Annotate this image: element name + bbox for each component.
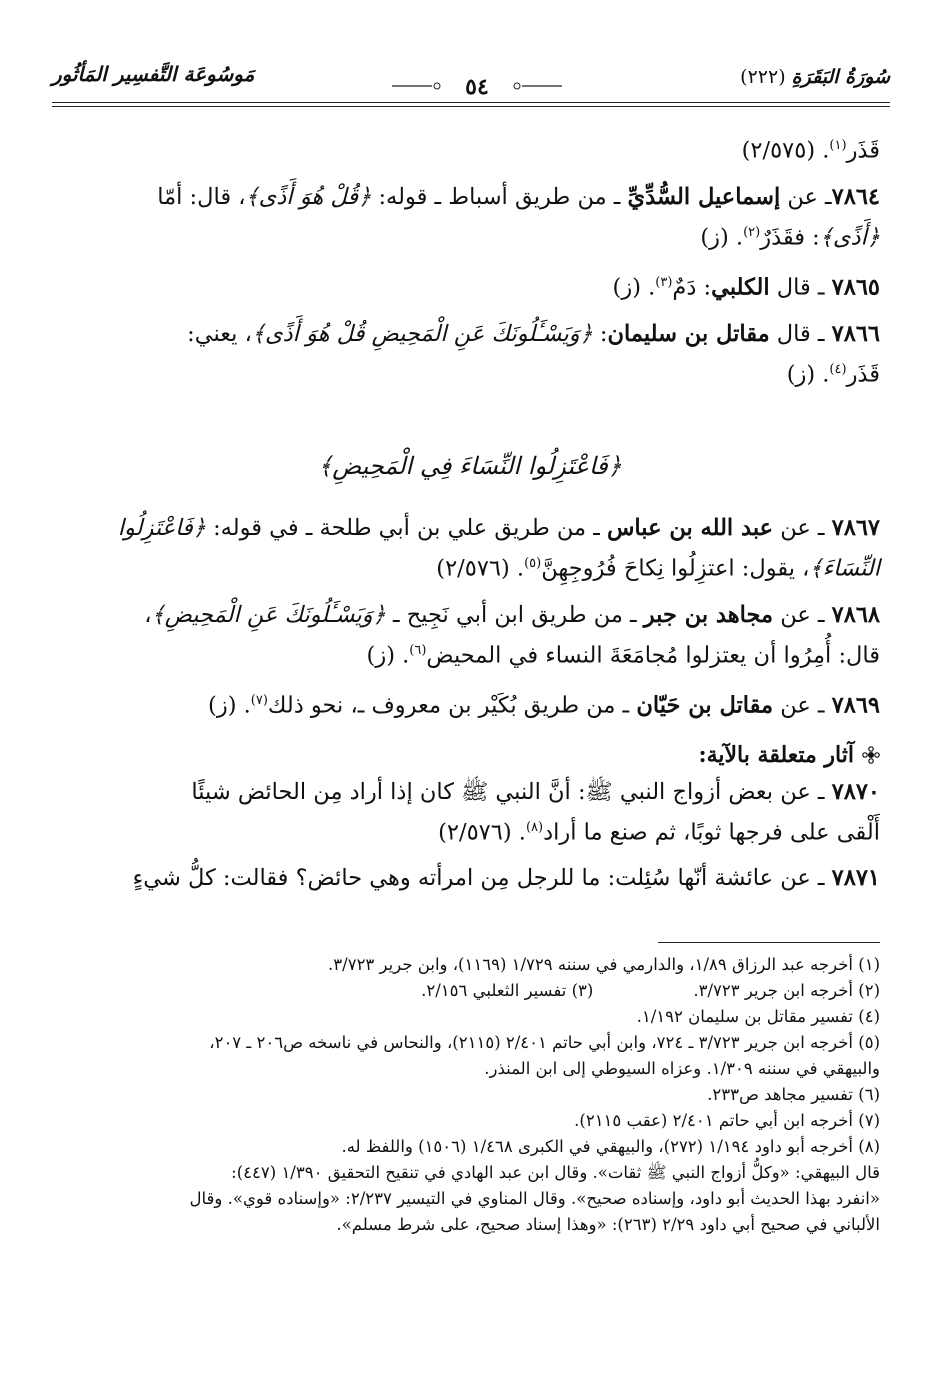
continuation-line	[60, 128, 880, 169]
text: ، يقول: اعتزِلُوا نِكاحَ فُرُوجِهِنَّ	[541, 555, 810, 582]
text: . (٢/٥٧٦)	[438, 819, 526, 845]
athar-number: ٧٨٦٤	[831, 183, 880, 210]
text: . (ز)	[700, 224, 744, 250]
athar-number: ٧٨٦٥	[831, 274, 880, 301]
text: ـ عن عائشة أنّها سُئِلت: ما للرجل مِن امرأته وهي حائض؟ فقالت: كلُّ شيءٍ	[132, 865, 832, 891]
text: : فقَذَرٌ	[760, 224, 820, 250]
athar-number: ٧٨٧١	[831, 865, 880, 891]
text: ، قال: أمّا	[157, 183, 246, 210]
footnote-6: (٦) تفسير مجاهد ص٢٣٣.	[707, 1085, 880, 1104]
footnote-rule	[658, 942, 880, 943]
footnote-ref: (١)	[829, 138, 847, 153]
quran-quote: ﴿فَاعْتَزِلُوا	[117, 515, 206, 541]
narrator-name: مقاتل بن حَيّان	[636, 692, 774, 719]
text: ،	[144, 601, 152, 628]
sub-heading	[60, 742, 880, 768]
text: . (ز)	[786, 361, 830, 387]
athar-7864	[60, 179, 880, 256]
narrator-name: عبد الله بن عباس	[606, 515, 774, 541]
athar-7866	[60, 316, 880, 393]
footnotes	[60, 952, 880, 1238]
narrator-name: مقاتل بن سليمان	[607, 320, 770, 347]
text: . (٢/٥٧٥)	[741, 137, 830, 164]
text: . (ز)	[208, 692, 251, 719]
footnote-3: (٣) تفسير الثعلبي ٢/١٥٦.	[421, 981, 594, 1000]
footnote-ref: (٧)	[250, 693, 268, 708]
footnote-5: (٥) أخرجه ابن جرير ٣/٧٢٣ ـ ٧٢٤، وابن أبي حاتم ٢/٤٠١ (٢١١٥)، والنحاس في ناسخه ص٢٠٦ ـ ٢٠٧،	[209, 1033, 880, 1052]
section-title: ﴿فَاعْتَزِلُوا النِّسَاءَ فِي الْمَحِيضِ﴾	[318, 452, 622, 480]
flower-ornament-icon	[862, 746, 880, 764]
text: . (ز)	[612, 274, 656, 301]
text: ـ قال	[769, 274, 832, 301]
athar-number: ٧٨٦٧	[831, 515, 880, 541]
athar-number: ٧٨٦٦	[831, 320, 880, 347]
text: أَلْقى على فرجها ثوبًا، ثم صنع ما أراد	[543, 819, 880, 845]
text: ـ عن	[780, 183, 832, 210]
sura-name: سُورَةُ البَقَرَةِ	[791, 66, 890, 88]
text: ـ من طريق علي بن أبي طلحة ـ في قوله:	[205, 515, 607, 541]
athar-7871	[60, 860, 880, 896]
main-text	[60, 128, 880, 906]
text: ، يعني:	[187, 320, 252, 347]
header-rule-thin	[52, 106, 890, 107]
athar-number: ٧٨٦٩	[831, 692, 880, 719]
text: :	[592, 320, 608, 347]
quran-quote: ﴿وَيَسْـَٔلُونَكَ عَنِ الْمَحِيضِ﴾	[151, 601, 386, 628]
text: ـ من طريق أسباط ـ قوله:	[371, 183, 628, 210]
footnote-2: (٢) أخرجه ابن جرير ٣/٧٢٣.	[693, 981, 880, 1000]
quran-quote: النِّسَاءَ﴾	[809, 555, 880, 582]
footnote-7: (٧) أخرجه ابن أبي حاتم ٢/٤٠١ (عقب ٢١١٥).	[574, 1111, 880, 1130]
narrator-name: الكلبي	[711, 274, 770, 301]
athar-number: ٧٨٦٨	[831, 601, 880, 628]
footnote-ref: (٢)	[743, 224, 761, 240]
text: ـ من طريق بُكَيْر بن معروف ـ، نحو ذلك	[267, 692, 637, 719]
footnote-8-cont: «انفرد بهذا الحديث أبو داود، وإسناده صحيح». وقال المناوي في التيسير ٢/٢٣٧: «وإسناده قوي». وقال	[189, 1189, 880, 1208]
text: قَذَر	[846, 137, 880, 164]
header-rule	[52, 102, 890, 103]
text: ـ عن	[773, 515, 832, 541]
text: ـ من طريق ابن أبي نَجِيح ـ	[385, 601, 644, 628]
page-number: ٥٤	[465, 74, 489, 100]
verse-number: (٢٢٢)	[740, 66, 786, 88]
text: قَذَر	[846, 361, 880, 387]
quran-quote: ﴿وَيَسْـَٔلُونَكَ عَنِ الْمَحِيضِ قُلْ هُوَ أَذًى﴾	[251, 320, 593, 347]
narrator-name: إسماعيل السُّدِّيِّ	[627, 183, 781, 210]
text: ـ عن بعض أزواج النبي ﷺ: أنَّ النبي ﷺ كان إذا أراد مِن الحائض شيئًا	[191, 778, 832, 805]
footnote-ref: (٣)	[655, 275, 673, 290]
sura-label	[740, 66, 890, 88]
header-ornament-right	[512, 82, 562, 90]
footnote-8-cont: الألباني في صحيح أبي داود ٢/٢٩ (٢٦٣): «وهذا إسناد صحيح، على شرط مسلم».	[336, 1215, 880, 1234]
text: ـ عن	[773, 692, 832, 719]
header-ornament-left	[392, 82, 442, 90]
footnote-8: (٨) أخرجه أبو داود ١/١٩٤ (٢٧٢)، والبيهقي في الكبرى ١/٤٦٨ (١٥٠٦) واللفظ له.	[341, 1137, 880, 1156]
footnote-ref: (٨)	[525, 819, 544, 835]
narrator-name: مجاهد بن جبر	[643, 601, 774, 628]
quran-quote: ﴿أَذًى﴾	[819, 224, 880, 250]
athar-7870	[60, 774, 880, 851]
footnote-ref: (٦)	[409, 642, 427, 658]
quran-quote: ﴿قُلْ هُوَ أَذًى﴾	[245, 183, 372, 210]
footnote-ref: (٥)	[524, 556, 542, 571]
footnote-4: (٤) تفسير مقاتل بن سليمان ١/١٩٢.	[636, 1007, 880, 1026]
text: ـ عن	[773, 601, 832, 628]
text: . (ز)	[366, 642, 410, 668]
text: قال: أُمِرُوا أن يعتزلوا مُجامَعَةَ النساء في المحيض	[426, 642, 880, 668]
footnote-8-cont: قال البيهقي: «وكلُّ أزواج النبي ﷺ ثقات». وقال ابن عبد الهادي في تنقيح التحقيق ١/٣٩٠ (٤٤٧):	[231, 1163, 880, 1182]
athar-7869	[60, 683, 880, 724]
athar-7867	[60, 510, 880, 587]
footnote-ref: (٤)	[829, 361, 847, 377]
text: . (٢/٥٧٦)	[436, 555, 525, 582]
footnote-5-cont: والبيهقي في سننه ١/٣٠٩. وعزاه السيوطي إلى ابن المنذر.	[484, 1059, 880, 1078]
text: : دَمٌ	[672, 274, 712, 301]
page-header	[52, 62, 890, 110]
footnote-1: (١) أخرجه عبد الرزاق ١/٨٩، والدارمي في سننه ١/٧٢٩ (١١٦٩)، وابن جرير ٣/٧٢٣.	[328, 955, 880, 974]
book-title: مَوسُوعَة التَّفسِير المَأثُور	[52, 62, 255, 86]
athar-7865	[60, 265, 880, 306]
text: ـ قال	[769, 320, 832, 347]
sub-heading-text: آثار متعلقة بالآية:	[698, 741, 854, 768]
athar-number: ٧٨٧٠	[831, 778, 880, 805]
athar-7868	[60, 597, 880, 674]
footnote-pair-2-3	[60, 978, 880, 1004]
